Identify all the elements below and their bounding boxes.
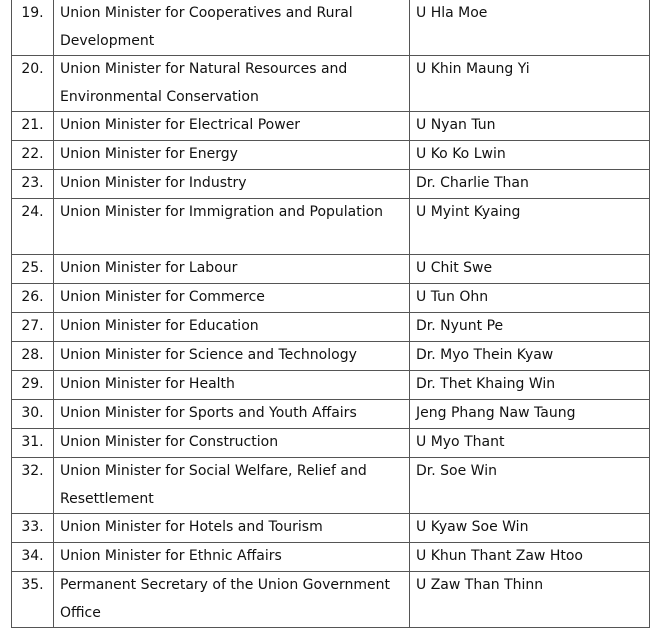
table-row <box>12 342 650 371</box>
row-number: 35. <box>12 572 54 628</box>
position-title: Union Minister for Science and Technology <box>54 342 410 371</box>
minister-name: Jeng Phang Naw Taung <box>410 400 650 429</box>
minister-name: U Khin Maung Yi <box>410 56 650 112</box>
position-title: Union Minister for Education <box>54 313 410 342</box>
position-title: Permanent Secretary of the Union Government Office <box>54 572 410 628</box>
row-number: 26. <box>12 284 54 313</box>
table-row <box>12 514 650 543</box>
position-title: Union Minister for Natural Resources and Environmental Conservation <box>54 56 410 112</box>
row-number: 20. <box>12 56 54 112</box>
table-row <box>12 255 650 284</box>
position-title: Union Minister for Hotels and Tourism <box>54 514 410 543</box>
table-row <box>12 429 650 458</box>
minister-name: Dr. Myo Thein Kyaw <box>410 342 650 371</box>
minister-name: Dr. Thet Khaing Win <box>410 371 650 400</box>
minister-name: Dr. Soe Win <box>410 458 650 514</box>
table-row <box>12 371 650 400</box>
table-row <box>12 112 650 141</box>
row-number: 28. <box>12 342 54 371</box>
position-title: Union Minister for Immigration and Population <box>54 199 410 255</box>
table-row <box>12 170 650 199</box>
minister-name: U Hla Moe <box>410 0 650 56</box>
row-number: 33. <box>12 514 54 543</box>
minister-name: U Tun Ohn <box>410 284 650 313</box>
minister-name: U Nyan Tun <box>410 112 650 141</box>
row-number: 31. <box>12 429 54 458</box>
row-number: 23. <box>12 170 54 199</box>
minister-name: U Myo Thant <box>410 429 650 458</box>
position-title: Union Minister for Electrical Power <box>54 112 410 141</box>
row-number: 32. <box>12 458 54 514</box>
minister-name: U Khun Thant Zaw Htoo <box>410 543 650 572</box>
position-title: Union Minister for Sports and Youth Affairs <box>54 400 410 429</box>
table-row <box>12 141 650 170</box>
row-number: 30. <box>12 400 54 429</box>
position-title: Union Minister for Labour <box>54 255 410 284</box>
position-title: Union Minister for Commerce <box>54 284 410 313</box>
row-number: 19. <box>12 0 54 56</box>
position-title: Union Minister for Energy <box>54 141 410 170</box>
position-title: Union Minister for Health <box>54 371 410 400</box>
table-row <box>12 284 650 313</box>
table-row <box>12 543 650 572</box>
row-number: 24. <box>12 199 54 255</box>
position-title: Union Minister for Cooperatives and Rural Development <box>54 0 410 56</box>
table-body <box>12 0 650 628</box>
table-row <box>12 313 650 342</box>
position-title: Union Minister for Industry <box>54 170 410 199</box>
row-number: 22. <box>12 141 54 170</box>
table-row <box>12 56 650 112</box>
minister-name: U Chit Swe <box>410 255 650 284</box>
minister-name: U Myint Kyaing <box>410 199 650 255</box>
row-number: 21. <box>12 112 54 141</box>
minister-name: U Kyaw Soe Win <box>410 514 650 543</box>
table-row <box>12 572 650 628</box>
table-row <box>12 0 650 56</box>
row-number: 34. <box>12 543 54 572</box>
table-row <box>12 199 650 255</box>
row-number: 29. <box>12 371 54 400</box>
position-title: Union Minister for Ethnic Affairs <box>54 543 410 572</box>
minister-name: U Ko Ko Lwin <box>410 141 650 170</box>
minister-name: Dr. Nyunt Pe <box>410 313 650 342</box>
table-row <box>12 400 650 429</box>
position-title: Union Minister for Construction <box>54 429 410 458</box>
row-number: 25. <box>12 255 54 284</box>
position-title: Union Minister for Social Welfare, Relief and Resettlement <box>54 458 410 514</box>
minister-name: U Zaw Than Thinn <box>410 572 650 628</box>
table-row <box>12 458 650 514</box>
minister-name: Dr. Charlie Than <box>410 170 650 199</box>
row-number: 27. <box>12 313 54 342</box>
ministers-table <box>11 0 650 628</box>
